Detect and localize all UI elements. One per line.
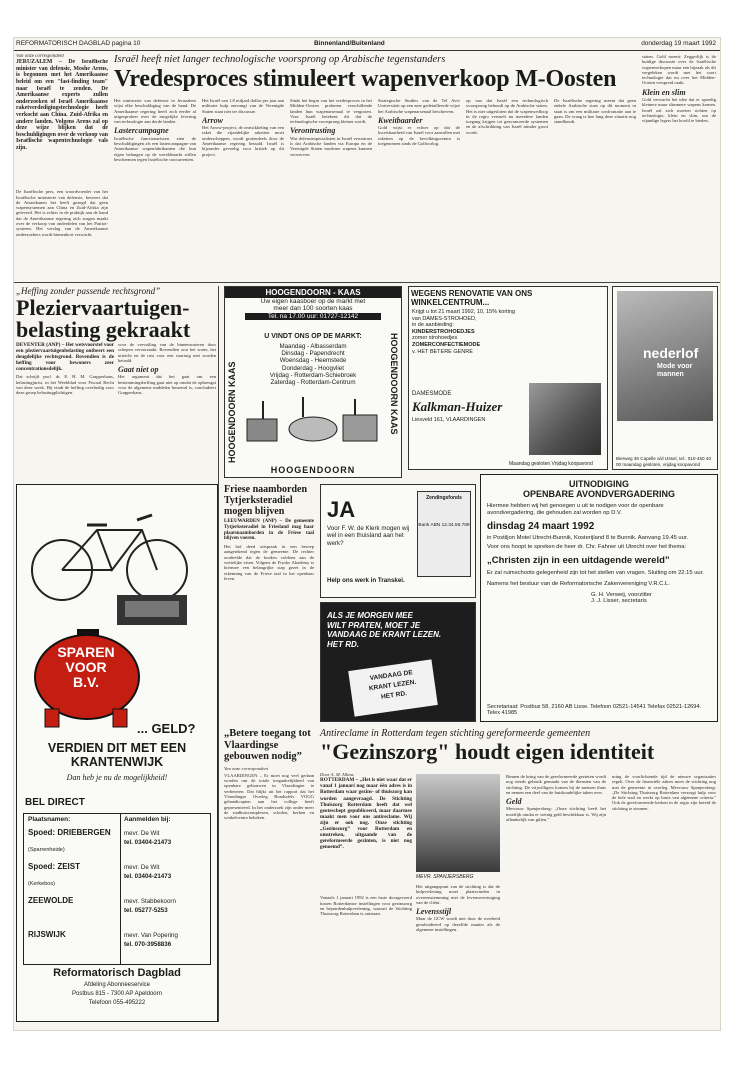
sparen-address: Postbus 815 - 7300 AP Apeldoorn — [72, 991, 162, 997]
sparen-place-sub: (Kerkebos) — [28, 881, 55, 887]
hoog-markets-title: U VINDT ONS OP DE MARKT: — [264, 333, 362, 340]
plezier-subhead: Gaat niet op — [118, 365, 159, 375]
bel-direct: BEL DIRECT — [25, 797, 85, 808]
uitnodiging-on-behalf: Namens het bestuur van de Reformatorische Zakenvereniging V.R.C.L. — [487, 580, 670, 587]
hoog-bottom: HOOGENDOORN — [270, 465, 356, 475]
lead-body-col5: Strategische Studies van de Tel Aviv Universiteit op een zeer gedetailleerde wijze het Arabische wapenarsenaal beschreven. Kweitbaarder Gold wijst er echter op dat de kwetsbaarheid van Israël voor aanvallen met raketten op de bevolkingscentra is toegenomen sinds de Golfoorlog. — [378, 98, 460, 147]
antireclame-col3: Binnen de kring van de gereformeerde gezinten wordt nog steeds gebruik gemaakt van de diensten van de stichting. De vrijwilligers komen bij de mensen thuis en nemen een deel van de huishoudelijke taken over. Geld Mevrouw Spanjersberg: „Onze stichting heeft het moeilijk omdat er weinig geld beschikbaar is. Wij zijn afhankelijk van giften." — [506, 774, 606, 823]
ja-brand: Zendingsfonds — [426, 495, 462, 501]
uitnodiging-ad — [480, 474, 718, 722]
ja-text: Voor F. W. de Klerk mogen wij wel in een thuisland aan het werk? — [327, 525, 410, 547]
wegens-lines — [409, 309, 525, 355]
page-header — [14, 38, 720, 51]
lead-body-col7: De Israëlische regering meent dat geen enkele Arabische staat op dit moment in staat is om een militaire confrontatie aan te gaan. De vraag is hoe lang deze situatie nog standhoudt. — [554, 98, 636, 125]
lead-intro: JERUZALEM – De Israëlische minister van defensie, Moshe Arens, is begonnen met het Amerikaanse beleid om een "fast-finding team" naar Israël te zenden. De Amerikaanse experts zullen onderzoeken of Israël Amerikaanse raketverdedigingstechnologie heeft verkocht aan China. Zuid-Afrika en andere landen. Volgens Arens zal op deze wijze blijken dat de beschuldigingen over de verkoop van Israëlische wapentechnologie vals zijn. — [16, 59, 108, 152]
plezier-col2: voor de vervuiling van de binnenwateren door schepen veroorzaakt. Bovendien zou het water, het uitzicht en de rust voor een vaartuig niet worden betaald. Gaat niet op Het argument dat het gaat om een bestemmingsheffing gaat niet op omdat de opbrengst voor de algemene middelen bestemd is, concludeert Grapperhaus. — [118, 342, 216, 396]
antireclame-col1: Door A. M. Albias ROTTERDAM – „Het is niet waar dat er vanaf 1 januari nog maar één adres is in Rotterdam waar gezins- of thuiszorg kan worden aangevraagd. De Stichting Thuiszorg Rotterdam heeft dat wel geoteschept gepubliceerd, maar daarmee maakt men voor ons antireclame. Wij zijn er ook nog. Onze stichting „Gezinszorg” voor Rotterdam en omstreken, uitgaande van de gereformeerde gezinten, is niet nog genoemd”. Vanaafs 1 januari 1992 is een fusie doorgevoerd tussen Rotterdamse instellingen voor gezinszorg en bejaardenhulpverlening, waaruit de Stichting Thuiszorg Rotterdam is ontstaan. — [320, 772, 412, 917]
lead-body-col3: Het Israël van 1,8 miljard dollar per jaar aan militaire hulp ontvangt van de Verenigde Staten staat niet ter discussie. Arrow Het Arrow-project, de ontwikkeling van een raket die vijandelijke raketten moet onderscheppen, wordt grotendeels door de Amerikaanse regering betaald. Israël is bijzonder gevoelig voor kritiek op dit project. — [202, 98, 284, 157]
friese-headline: Friese naamborden Tytjerksteradiel mogen blijven — [224, 484, 308, 517]
antireclame-intro: ROTTERDAM – „Het is niet waar dat er vanaf 1 januari nog maar één adres is in Rotterdam waar gezins- of thuiszorg kan worden aangevraagd. De Stichting Thuiszorg Rotterdam heeft dat wel geoteschept gepubliceerd, maar daarmee maakt men voor ons antireclame. Wij zijn er ook nog. Onze stichting „Gezinszorg” voor Rotterdam en omstreken, uitgaande van de gereformeerde gezinten, is niet nog genoemd”. — [320, 777, 412, 851]
sparen-ad — [16, 484, 218, 1022]
krant-line3: VANDAAG DE KRANT LEZEN. — [327, 630, 442, 639]
sparen-table — [23, 813, 211, 965]
market-item: Maandag - Albasserdam — [279, 343, 347, 350]
friese-intro: LEEUWARDEN (ANP) – De gemeente Tytjerksteradiel in Friesland mag haar plaatsnaamborden in de Friese taal blijven voeren. — [224, 519, 314, 542]
market-item: Woensdag - Heemstede — [279, 357, 347, 365]
subhead-lastercampagne: Lastercampagne — [114, 126, 169, 136]
ja-bank: Bank ABN 12.34.56.789 — [418, 523, 470, 528]
hoogendoorn-ad — [224, 286, 402, 478]
wegens-ad — [408, 286, 608, 470]
spanjersberg-photo — [416, 774, 500, 872]
antireclame-col4: ming de voorlichtende tijd de nieuwe organisaties regelt. Over de financiële zaken moet de stichting nog met de gemeente in overleg. Mevrouw Spanjersberg: „De Stichting Thuiszorg Rotterdam verzorgt hulp voor de hele stad en werkt op basis van algemene criteria." Ook de gereformeerde kerken in de regio zijn bereid de stichting te steunen. — [612, 774, 716, 811]
friese-article: Friese naamborden Tytjerksteradiel mogen blijven LEEUWARDEN (ANP) – De gemeente Tytjerksteradiel in Friesland mag haar plaatsnaamborden in de Friese taal blijven voeren. Het hof deed uitspraak in een beroep aangetekend tegen de gemeente. De rechter oordeelde dat de borden voldoen aan de wettelijke eisen. Volgens de Fryske Akademy is hiermee een belangrijke stap gezet in de erkenning van de Friese taal in het openbaar leven. — [224, 484, 314, 581]
nederlof-slogan2: mannen — [657, 371, 684, 378]
hat-photo — [529, 383, 601, 455]
hoog-line2: meer dan 100 soorten kaas — [273, 305, 353, 312]
header-left: REFORMATORISCH DAGBLAD pagina 10 — [16, 40, 141, 47]
antireclame-header — [320, 728, 716, 763]
lead-headline: Vredesproces stimuleert wapenverkoop M-Oosten — [114, 66, 617, 92]
bicycle-illustration — [17, 485, 217, 635]
uitnodiging-intro: Hiermee hebben wij het genoegen u uit te nodigen voor de openbare avondvergadering, die gehouden zal worden op D.V. — [487, 503, 664, 516]
lead-header — [114, 54, 714, 91]
sparen-geld: ... GELD? — [137, 721, 196, 736]
antireclame-byline: Door A. M. Albias — [320, 772, 354, 777]
market-item: Zaterdag - Rotterdam-Centrum — [270, 379, 356, 387]
lead-body-col8: staten. Gold noemt: Zeggerlijk is de huidige discussie over de Israëlische wapenverkopen maar een bijzaak als dit vergeleken wordt met het soort technologie dat nu over het Midden-Oosten verspreid raakt. Klein en slim Gold verwacht het idee dat er spoedig kleinere maar slimmere wapens komen. Israël zal zich moeten richten op technologie, klein en slim, om de vijandige legers het hoofd te bieden. — [642, 54, 716, 124]
lead-body-col4: Sinds het begin van het vredesproces in het Midden-Oosten proberen verschillende landen hun wapenarsenaal te vergroten. Voor Israël betekent dit dat de technologische voorsprong kleiner wordt. Verontrusting Wat defensiespecialisten in Israël verontrust is dat Arabische landen via Europa en de Verenigde Staten moderne wapens kunnen verwerven. — [290, 98, 372, 157]
hoog-side-left: HOOGENDOORN KAAS — [227, 361, 237, 463]
sparen-contact: mevr. Stabbekoorn — [124, 898, 176, 905]
krant-tag1: VANDAAG DE — [369, 669, 414, 683]
uitnodiging-footer: Secretariaat: Postbus 58, 2160 AB Lisse. Telefoon 02521-14541 Telefax 02521-12694. Telex 41985 — [487, 703, 702, 717]
sparen-tel: tel. 03404-21473 — [124, 873, 172, 880]
subhead-kweitbaarder: Kweitbaarder — [378, 115, 423, 125]
sparen-brand-sub: Afdeling Abonneeservice — [83, 982, 151, 988]
sparen-place: Spoed: DRIEBERGEN — [28, 828, 111, 837]
sparen-phone: Telefoon 055-495222 — [88, 1000, 146, 1006]
uitnodiging-title1: UITNODIGING — [569, 479, 629, 489]
uitnodiging-theme: „Christen zijn in een uitdagende wereld” — [487, 555, 670, 567]
sparen-title: VERDIEN DIT MET EEN KRANTENWIJK — [47, 741, 187, 769]
nederlof-ad — [612, 286, 718, 470]
uitnodiging-date: dinsdag 24 maart 1992 — [487, 520, 595, 532]
subhead-verontrusting: Verontrusting — [290, 126, 336, 136]
uitnodiging-venue: in Postiljon Motel Utrecht-Bunnik, Kosterijland 8 te Bunnik. Aanvang 19.45 uur. — [487, 534, 689, 541]
lead-intro-column — [16, 54, 108, 299]
wegens-line: ZOMERCONFECTIEMODE — [412, 341, 481, 348]
krant-line4: HET RD. — [327, 639, 359, 649]
plezier-intro: DEVENTER (ANP) – Het wetsvoorstel voor een pleziervaartuigenbelasting ontbeert een deugdelijke rechtsgrond. Bovendien is de heffing voor bewoners zeer concentrationsdelijk. — [16, 342, 114, 373]
antireclame-kicker: Antireclame in Rotterdam tegen stichting gereformeerde gemeenten — [320, 728, 591, 739]
ja-brand-box — [417, 491, 471, 577]
subhead-klein-en-slim: Klein en slim — [642, 87, 686, 97]
market-item: Dinsdag - Papendrecht — [281, 350, 345, 358]
subhead-arrow: Arrow — [202, 115, 223, 125]
sparen-contact: mevr. De Wit — [124, 864, 160, 871]
wegens-title: WEGENS RENOVATIE VAN ONS WINKELCENTRUM... — [411, 289, 533, 307]
sparen-line1: SPAREN — [57, 644, 115, 660]
header-date: donderdag 19 maart 1992 — [641, 40, 716, 47]
sparen-line2: VOOR — [65, 659, 107, 675]
wegens-line: van DAMES-STROHOED, — [412, 315, 477, 322]
ja-big: JA — [327, 497, 356, 522]
plezier-kicker: „Heffing zonder passende rechtsgrond” — [16, 286, 161, 296]
column-rule — [218, 286, 219, 1022]
subhead-levensstijl: Levensstijl — [416, 907, 452, 917]
krant-tag3: HET RD. — [380, 690, 408, 701]
lead-body-col6: op van dat Israël een technologisch voorsprong behoudt op de Arabische staten. Het is niet uitgesloten dat de wapenwedloop in de regio versnelt nu meerdere landen toegang krijgen tot geavanceerde systemen en de afschrikking van Israël minder groot wordt. — [466, 98, 548, 135]
sparen-sub: Dan heb je nu de mogelijkheid! — [66, 773, 168, 782]
uitnodiging-sign2: J. J. Lisser, secretaris — [591, 597, 647, 604]
header-section: Binnenland/Buitenland — [314, 40, 385, 47]
hoog-title: HOOGENDOORN - KAAS — [225, 287, 401, 298]
photo-caption: MEVR. SPANJERSBERG — [416, 874, 474, 880]
sparen-brand: Reformatorisch Dagblad — [53, 967, 181, 979]
krant-line2: WILT PRATEN, MOET JE — [327, 620, 421, 630]
plezier-headline: Pleziervaartuigen-belasting gekraakt — [16, 295, 191, 343]
sparen-tel: tel. 03404-21473 — [124, 839, 172, 846]
subhead-geld: Geld — [506, 797, 522, 807]
antireclame-headline: "Gezinszorg" houdt eigen identiteit — [320, 739, 655, 764]
krant-ad — [320, 602, 476, 722]
uitnodiging-sign1: G. H. Verweij, voorzitter — [591, 591, 652, 598]
plezier-col1: DEVENTER (ANP) – Het wetsvoorstel voor een pleziervaartuigenbelasting ontbeert een deugdelijke rechtsgrond. Bovendien is de heffing voor bewoners zeer concentrationsdelijk. Dat schrijft prof. dr. E. H. M. Grapperhaus, belastingjurist, in het Weekblad voor Fiscaal Recht van deze week. Hij vindt de heffing overbodig voor deze groep belastingplichtigen. — [16, 342, 114, 396]
wegens-address: Liesveld 161, VLAARDINGEN — [412, 417, 486, 423]
wegens-shop-name: Kalkman-Huizer — [412, 399, 503, 414]
sparen-contact: mevr. Van Popering — [124, 932, 178, 939]
krant-text — [327, 611, 441, 649]
nederlof-footer: Bierweg 36 Capelle a/d IJssel, tel.: 010-450 40 00 maandag gesloten, vrijdag koopavond — [616, 456, 711, 467]
betere-byline: Van onze correspondent — [224, 765, 268, 771]
sparen-col1-head: Plaatsnamen: — [28, 816, 71, 823]
sparen-col2-head: Aanmelden bij: — [124, 816, 171, 823]
betere-article: „Betere toegang tot Vlaardingse gebouwen nodig” Van onze correspondent VLAARDINGEN – Er moet nog veel gedaan worden om de totale toegankelijkheid van openbare gebouwen in Vlaardingen te verbeteren. Dat blijkt uit het rapport dat het Vlaardingse Overleg Rondtafels VOGG gehandicapten aan het college heeft gepresenteerd. In het onderzoek zijn onder meer de stadhuiscomplexen, scholen, kerken en winkelcentra bekeken. — [224, 728, 314, 821]
uitnodiging-note: Er zal ruimschoots gelegenheid zijn tot het stellen van vragen. Sluiting om 22.15 uur. — [487, 570, 704, 577]
sparen-place: RIJSWIJK — [28, 930, 66, 939]
ja-cta: Help ons werk in Transkei. — [327, 577, 405, 584]
hoog-markets — [243, 343, 383, 386]
sparen-place: ZEEWOLDE — [28, 896, 74, 905]
wegens-line: KINDERSTROHOEDJES — [412, 328, 475, 335]
krant-newspaper — [348, 659, 438, 716]
wegens-line: in de aanbieding: — [412, 322, 454, 329]
sparen-place: Spoed: ZEIST — [28, 862, 80, 871]
market-item: Vrijdag - Rotterdam-Schiebroek — [269, 371, 357, 379]
sparen-tel: tel. 070-3958836 — [124, 941, 172, 948]
hoog-phone: Tel. na 17.00 uur: 01727-12142 — [245, 313, 381, 320]
sparen-line3: B.V. — [73, 674, 99, 690]
betere-headline: „Betere toegang tot Vlaardingse gebouwen nodig” — [224, 728, 311, 762]
wegens-line: zomer strohoedjes — [412, 335, 458, 342]
lead-body-col2: Het ministerie van defensie in Jeruzalem wijst elke beschuldiging van de hand. De Amerikaanse regering heeft zich eerder al uitgesproken over de mogelijke levering van technologie aan derde landen. Lastercampagne Israëlische functionarissen zien de beschuldigingen als een lastercampagne van Amerikaanse wapenfabrikanten die hun eigen belangen op de wereldmarkt willen beschermen tegen Israëlische concurrenten. — [114, 98, 196, 162]
market-item: Donderdag - Hoogvliet — [282, 364, 344, 372]
wegens-line: Krijgt u tot 21 maart 1992, 10, 15% korting — [412, 309, 516, 315]
lead-body-col1: De Israëlische pers, een woordvoerder van het Israëlische ministerie van defensie, beweert dat de Amerikanen het heeft gezegd dat geen wapensystemen aan China en Zuid-Afrika zijn geleverd. Het is echter in de praktijk aan de hand dat de Amerikaanse regering zich zorgen maakt over de verkoop van onderdelen van het Patriot-systeem. Het verslag van de Amerikaanse onderzoekers wordt binnenkort verwacht. — [16, 189, 108, 237]
wegens-caption: Maandag gesloten Vrijdag koopavond — [509, 461, 593, 467]
krant-tag2: KRANT LEZEN. — [368, 678, 417, 693]
wegens-line: v. HET BETERE GENRE — [412, 348, 473, 355]
sparen-text — [31, 645, 141, 690]
ja-ad — [320, 484, 476, 598]
newspaper-page — [14, 38, 720, 1030]
divider — [14, 282, 720, 283]
hoog-side-right: HOOGENDOORN KAAS — [389, 333, 399, 435]
lead-kicker: Israël heeft niet langer technologische voorsprong op Arabische tegenstanders — [114, 54, 446, 65]
sparen-contact: mevr. De Wit — [124, 830, 160, 837]
plezier-article — [16, 286, 216, 342]
sparen-tel: tel. 05277-5253 — [124, 907, 168, 914]
nederlof-brand: nederlof — [643, 345, 699, 361]
uitnodiging-title2: OPENBARE AVONDVERGADERING — [522, 489, 675, 499]
hoog-line1: Uw eigen kaasboer op de markt met — [260, 298, 366, 305]
cheese-illustration — [243, 389, 383, 449]
uitnodiging-speaker: Voor ons hoopt te spreken de heer dr. Chr. Fahner uit Utrecht over het thema: — [487, 544, 687, 551]
antireclame-col2: Het uitgangspunt van de stichting is dat de hulpverlening moet plaatsvinden in overeenstemming met de levensovertuiging van de cliënt. Levensstijl Maar de GCW wordt niet door de overheid gesubsidieerd op dezelfde manier als de algemene instellingen. — [416, 884, 500, 933]
lead-byline: Van onze correspondent — [16, 54, 64, 59]
nederlof-slogan1: Mode voor — [657, 363, 693, 370]
krant-line1: ALS JE MORGEN MEE — [327, 611, 413, 620]
sparen-place-sub: (Sparrenheide) — [28, 847, 65, 853]
wegens-shop-tag: DAMESMODE — [412, 391, 452, 397]
